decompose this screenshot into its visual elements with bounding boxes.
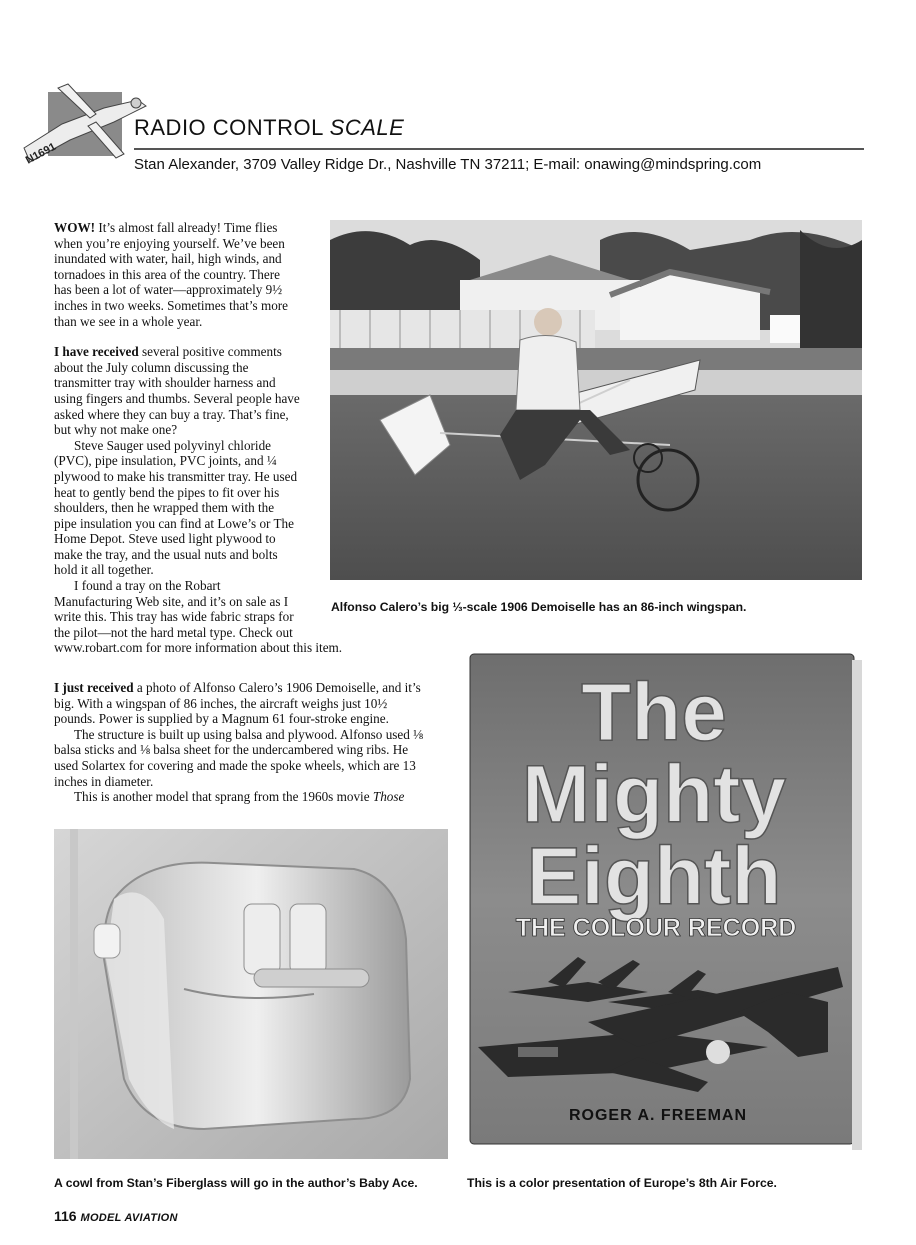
author-byline: Stan Alexander, 3709 Valley Ridge Dr., Nashville TN 37211; E-mail: onawing@mindspring.com [134,156,762,173]
book-title-line1: The [581,667,727,758]
cowl-photo [54,829,448,1159]
book-subtitle: THE COLOUR RECORD [515,914,797,942]
paragraph-robart: I found a tray on the Robart Manufacturing Web site, and it’s on sale as I write this. This tray has wide fabric straps for the pilot—not the hard metal type. Check out www.robart.com for more information about this item. [54,578,343,656]
page-folio [54,1208,178,1224]
book-title-line3: Eighth [526,831,782,922]
paragraph-structure: The structure is built up using balsa and plywood. Alfonso used ⅛ balsa sticks and ⅛ balsa sheet for the undercambered wing ribs. He used Solartex for covering and made the spoke wheels, which are 13 inches in diameter. [54,726,424,789]
demoiselle-photo [330,220,862,580]
article-column-top [54,220,343,656]
column-title: RADIO CONTROL SCALE [134,115,405,140]
paragraph-wow: WOW! It’s almost fall already! Time flies when you’re enjoying yourself. We’ve been inundated with water, hail, high winds, and tornadoes in this area of the country. There has been a lot of water—approximately 9½ inches in two weeks. Sometimes that’s more than we see in a whole year. [54,220,289,329]
column-logo [18,78,150,174]
paragraph-movie: This is another model that sprang from the 1960s movie Those [74,789,405,805]
magazine-name: MODEL AVIATION [80,1212,178,1224]
title-rule [134,148,864,150]
paragraph-sauger: Steve Sauger used polyvinyl chloride (PVC), pipe insulation, PVC joints, and ¼ plywood to make his transmitter tray. He used heat to gently bend the pipes to fit over his shoulders, then he wrapped them with the pipe insulation you can find at Lowe’s or The Home Depot. Steve used light plywood to make the tray, and the usual nuts and bolts hold it all together. [54,437,298,578]
article-column-bottom [54,680,454,805]
demoiselle-caption: Alfonso Calero’s big ⅓-scale 1906 Demoiselle has an 86-inch wingspan. [331,600,747,614]
paragraph-received: I have received several positive comments about the July column discussing the transmitter tray with shoulder harness and using fingers and thumbs. Several people have asked where they can buy a tray. That’s fine, but why not make one? [54,344,300,438]
logo-registration: N1691 [23,140,59,167]
book-author: ROGER A. FREEMAN [568,1107,748,1124]
book-caption: This is a color presentation of Europe’s 8th Air Force. [467,1176,777,1190]
cowl-caption: A cowl from Stan’s Fiberglass will go in the author’s Baby Ace. [54,1176,418,1190]
book-cover-photo [468,652,862,1154]
book-title-line2: Mighty [521,749,787,840]
page-number: 116 [54,1208,77,1224]
paragraph-demoiselle: I just received a photo of Alfonso Calero’s 1906 Demoiselle, and it’s big. With a wingspan of 86 inches, the aircraft weighs just 10½ pounds. Power is supplied by a Magnum 61 four-stroke engine. [54,680,421,727]
